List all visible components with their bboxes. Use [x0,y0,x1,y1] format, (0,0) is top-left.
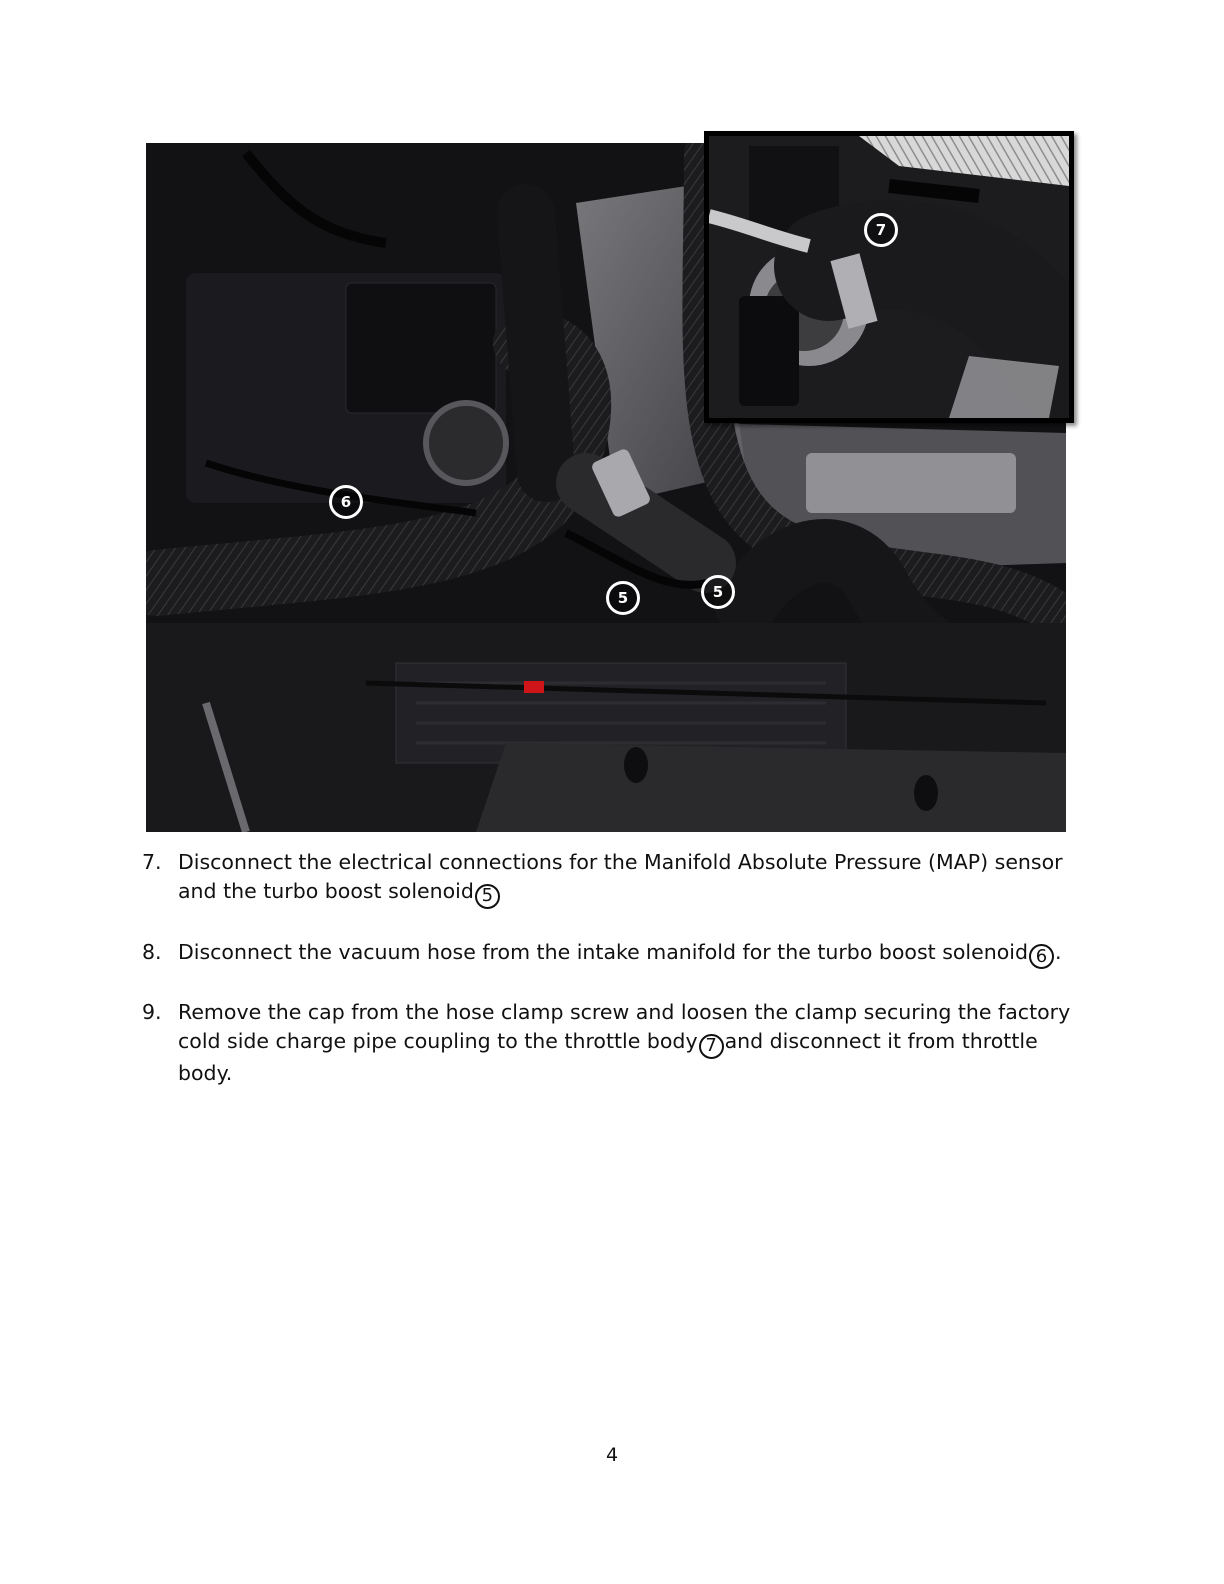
callout-ref: 6 [1029,944,1054,969]
step-text-main: Remove the cap from the hose clamp screw and loosen the clamp securing the factory cold side charge pipe coupling to the throttle body [178,1000,1071,1053]
callout-5-left: 5 [606,581,640,615]
step-text-main: Disconnect the vacuum hose from the intake manifold for the turbo boost solenoid [178,939,1028,964]
callout-5-right: 5 [701,575,735,609]
step-number: 9. [142,1000,162,1024]
step-9 [142,998,1072,1088]
callout-6: 6 [329,485,363,519]
step-text [178,998,1072,1088]
step-number: 7. [142,850,162,874]
page-number: 4 [605,1444,619,1466]
callout-ref: 5 [475,884,500,909]
step-text-tail: and disconnect it from throttle body. [178,1029,1038,1085]
step-8 [142,938,1072,970]
step-7 [142,848,1072,909]
step-text [178,848,1072,909]
step-text [178,938,1072,970]
instruction-steps [142,848,1072,1117]
step-text-tail: . [1054,939,1062,964]
callout-ref: 7 [699,1034,724,1059]
throttle-body-inset-photo [704,131,1074,423]
callout-7: 7 [864,213,898,247]
step-number: 8. [142,939,162,964]
throttle-body-illustration [709,136,1069,418]
step-text-main: Disconnect the electrical connections for the Manifold Absolute Pressure (MAP) sensor and the turbo boost solenoid [178,850,1063,903]
